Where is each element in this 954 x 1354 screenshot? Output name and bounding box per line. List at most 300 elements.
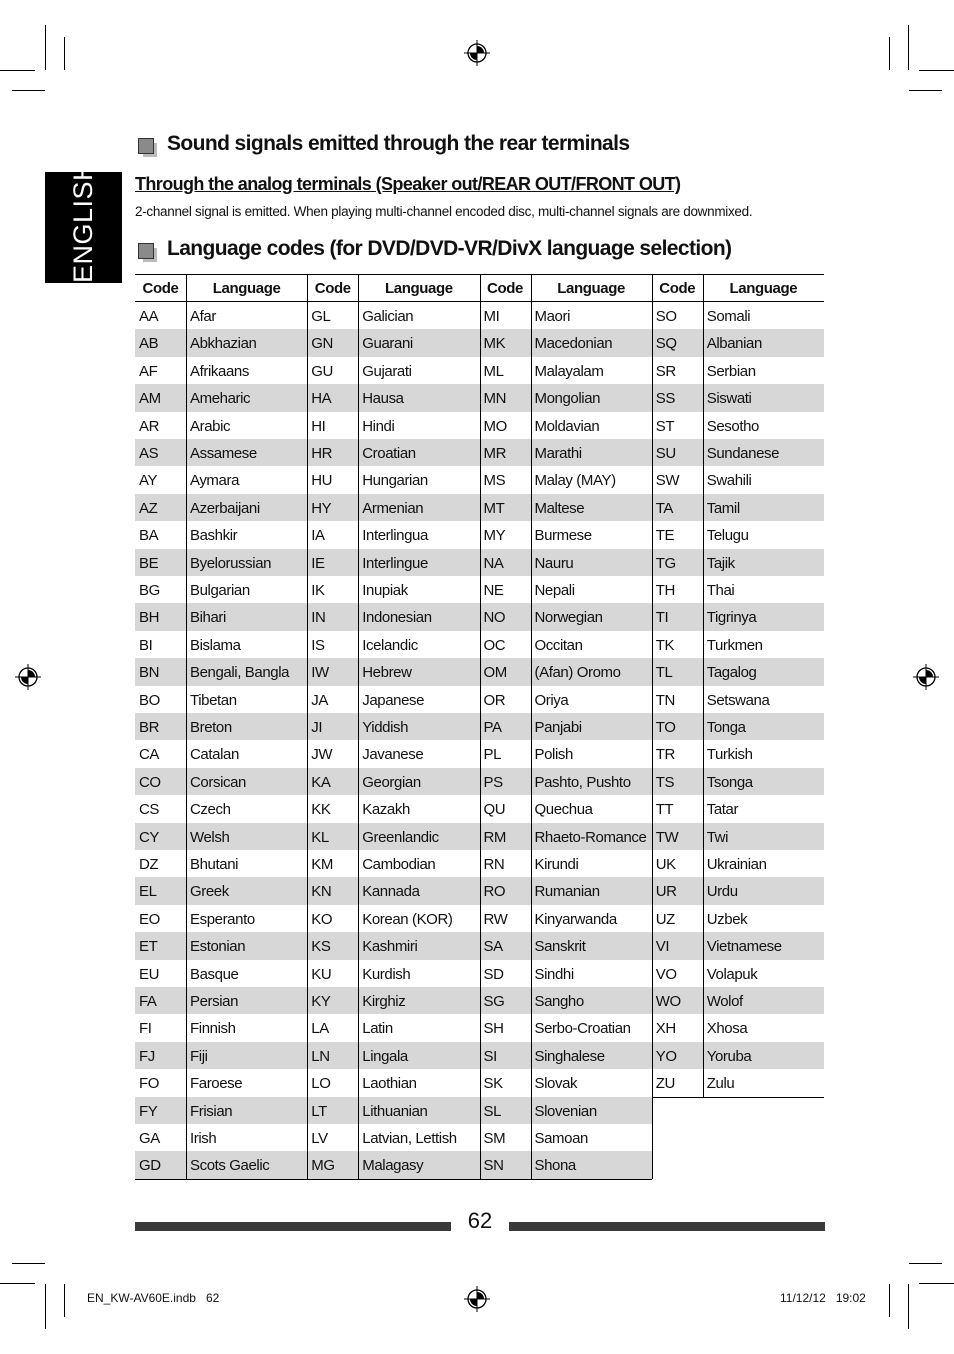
- table-row: [480, 329, 652, 356]
- language-name-cell: Estonian: [190, 938, 246, 956]
- column-divider: [703, 274, 704, 1097]
- language-name-cell: Macedonian: [534, 335, 613, 353]
- table-row: [652, 877, 824, 904]
- group-divider: [307, 274, 308, 1179]
- language-code-cell: NE: [483, 582, 504, 599]
- table-row: [480, 1151, 652, 1178]
- language-code-cell: OM: [483, 664, 507, 682]
- language-name-cell: Lingala: [362, 1047, 408, 1065]
- language-name-cell: Tonga: [706, 719, 746, 736]
- language-name-cell: Czech: [190, 801, 231, 819]
- language-code-cell: CS: [139, 801, 160, 819]
- language-code-cell: UR: [655, 883, 677, 901]
- language-name-cell: Oriya: [534, 691, 569, 709]
- table-row: [652, 494, 824, 521]
- language-name-cell: Persian: [190, 993, 239, 1010]
- language-code-cell: EO: [139, 910, 160, 928]
- table-row: [480, 768, 652, 795]
- language-name-cell: Japanese: [362, 691, 425, 709]
- language-code-cell: TL: [655, 664, 673, 682]
- table-row: [480, 439, 652, 466]
- table-row: [135, 823, 307, 850]
- language-name-cell: Kannada: [362, 883, 420, 901]
- language-code-cell: SO: [655, 308, 677, 325]
- language-code-cell: AR: [139, 417, 160, 435]
- language-code-cell: TK: [655, 636, 675, 654]
- language-name-cell: Greenlandic: [362, 828, 439, 846]
- crop-mark: [889, 37, 890, 70]
- table-row: [480, 631, 652, 658]
- language-name-cell: Afar: [190, 308, 216, 325]
- page-number: 62: [467, 1208, 493, 1233]
- language-name-cell: Quechua: [534, 801, 593, 819]
- table-row: [135, 329, 307, 356]
- language-code-cell: SU: [655, 445, 676, 462]
- table-row: [307, 1124, 479, 1151]
- table-row: [307, 1151, 479, 1178]
- language-name-cell: Welsh: [190, 828, 230, 846]
- language-code-cell: IN: [311, 609, 326, 627]
- section-bullet-icon: [138, 243, 154, 259]
- language-name-cell: Sanskrit: [534, 938, 586, 956]
- language-code-cell: HA: [311, 390, 332, 408]
- section-bullet-icon: [138, 138, 154, 154]
- language-name-cell: Ameharic: [190, 390, 251, 408]
- language-name-cell: Xhosa: [706, 1020, 748, 1038]
- table-row: [652, 795, 824, 822]
- language-code-cell: OC: [483, 636, 506, 654]
- language-code-cell: NO: [483, 609, 506, 627]
- language-name-cell: Tibetan: [190, 691, 237, 709]
- language-code-cell: PL: [483, 746, 502, 764]
- language-code-cell: CY: [139, 828, 160, 846]
- table-row: [135, 768, 307, 795]
- language-code-cell: YO: [655, 1047, 677, 1065]
- language-code-cell: SD: [483, 965, 504, 983]
- header-language: Language: [212, 280, 281, 297]
- table-row: [135, 850, 307, 877]
- crop-mark: [64, 37, 65, 70]
- language-name-cell: Burmese: [534, 527, 592, 545]
- language-code-cell: TA: [655, 499, 674, 517]
- table-row: [307, 494, 479, 521]
- table-row: [652, 658, 824, 685]
- language-code-cell: FO: [139, 1075, 160, 1093]
- crop-mark: [0, 70, 35, 71]
- table-bottom-rule: [652, 1097, 824, 1098]
- language-code-cell: EL: [139, 883, 157, 901]
- table-row: [135, 1014, 307, 1041]
- language-name-cell: Maltese: [534, 499, 585, 517]
- language-code-cell: PS: [483, 773, 503, 791]
- language-code-cell: IE: [311, 554, 325, 572]
- language-code-cell: SI: [483, 1047, 497, 1065]
- section-title-rear-terminals: Sound signals emitted through the rear terminals: [167, 132, 630, 155]
- language-name-cell: Telugu: [706, 527, 749, 545]
- table-row: [480, 576, 652, 603]
- language-name-cell: Nauru: [534, 554, 574, 572]
- table-row: [480, 713, 652, 740]
- table-row: [135, 1069, 307, 1096]
- table-row: [135, 302, 307, 329]
- table-row: [652, 1014, 824, 1041]
- table-row: [307, 823, 479, 850]
- language-code-cell: SK: [483, 1075, 503, 1093]
- language-name-cell: Hausa: [362, 390, 404, 408]
- language-name-cell: Setswana: [706, 691, 770, 709]
- language-code-cell: AF: [139, 362, 158, 380]
- language-name-cell: Rhaeto-Romance: [534, 828, 647, 846]
- language-code-cell: KK: [311, 801, 331, 819]
- table-row: [480, 302, 652, 329]
- registration-mark-icon: [15, 664, 41, 690]
- language-code-cell: SG: [483, 993, 505, 1010]
- language-code-cell: MS: [483, 472, 506, 490]
- table-row: [480, 521, 652, 548]
- language-code-cell: ML: [483, 362, 504, 380]
- language-code-cell: SH: [483, 1020, 504, 1038]
- language-name-cell: Croatian: [362, 445, 416, 462]
- table-row: [307, 713, 479, 740]
- language-name-cell: Somali: [706, 308, 751, 325]
- header-language: Language: [729, 280, 798, 297]
- language-name-cell: Fiji: [190, 1047, 208, 1065]
- language-name-cell: Frisian: [190, 1102, 233, 1120]
- language-code-cell: NA: [483, 554, 504, 572]
- language-name-cell: Galician: [362, 308, 414, 325]
- table-row: [135, 576, 307, 603]
- language-name-cell: Bulgarian: [190, 582, 250, 599]
- group-divider: [480, 274, 481, 1179]
- header-code: Code: [659, 280, 696, 297]
- table-bottom-rule: [135, 1179, 307, 1180]
- table-row: [480, 877, 652, 904]
- header-language: Language: [557, 280, 625, 297]
- language-code-cell: KU: [311, 965, 332, 983]
- crop-mark: [0, 1283, 35, 1284]
- crop-mark: [12, 1263, 45, 1264]
- column-divider: [531, 274, 532, 1179]
- table-row: [307, 795, 479, 822]
- table-row: [135, 686, 307, 713]
- language-code-cell: TO: [655, 719, 676, 736]
- language-code-cell: AY: [139, 472, 158, 490]
- language-name-cell: Finnish: [190, 1020, 236, 1038]
- language-code-table: [135, 274, 824, 1178]
- language-code-cell: UZ: [655, 910, 675, 928]
- header-code: Code: [314, 280, 351, 297]
- table-row: [135, 357, 307, 384]
- language-code-cell: TS: [655, 773, 675, 791]
- table-row: [480, 1097, 652, 1124]
- language-code-cell: CO: [139, 773, 161, 791]
- language-code-cell: DZ: [139, 856, 159, 873]
- table-row: [307, 905, 479, 932]
- language-name-cell: Bhutani: [190, 856, 239, 873]
- language-name-cell: Esperanto: [190, 910, 255, 928]
- language-name-cell: Tajik: [706, 554, 735, 572]
- language-code-cell: AB: [139, 335, 159, 353]
- language-name-cell: Armenian: [362, 499, 424, 517]
- language-code-cell: IK: [311, 582, 325, 599]
- table-row: [480, 1042, 652, 1069]
- language-name-cell: Occitan: [534, 636, 583, 654]
- crop-mark: [909, 1263, 942, 1264]
- language-name-cell: Tamil: [706, 499, 740, 517]
- language-code-cell: SS: [655, 390, 675, 408]
- language-code-cell: SL: [483, 1102, 502, 1120]
- language-name-cell: Maori: [534, 308, 571, 325]
- table-row: [307, 987, 479, 1014]
- language-code-cell: GU: [311, 362, 333, 380]
- table-row: [307, 877, 479, 904]
- language-name-cell: Sangho: [534, 993, 584, 1010]
- language-code-cell: TE: [655, 527, 675, 545]
- table-row: [652, 686, 824, 713]
- language-code-cell: KN: [311, 883, 332, 901]
- language-code-cell: SW: [655, 472, 680, 490]
- language-name-cell: Kurdish: [362, 965, 411, 983]
- language-code-cell: AZ: [139, 499, 158, 517]
- language-code-cell: VO: [655, 965, 677, 983]
- language-code-cell: CA: [139, 746, 160, 764]
- crop-mark: [12, 90, 45, 91]
- language-code-cell: TI: [655, 609, 669, 627]
- language-code-cell: TR: [655, 746, 675, 764]
- language-name-cell: Marathi: [534, 445, 582, 462]
- language-name-cell: Hindi: [362, 417, 395, 435]
- table-row: [480, 1069, 652, 1096]
- table-row: [652, 302, 824, 329]
- language-code-cell: TG: [655, 554, 676, 572]
- language-code-cell: PA: [483, 719, 502, 736]
- language-code-cell: KA: [311, 773, 331, 791]
- language-name-cell: Aymara: [190, 472, 240, 490]
- language-name-cell: Abkhazian: [190, 335, 257, 353]
- table-row: [480, 494, 652, 521]
- language-code-cell: LA: [311, 1020, 329, 1038]
- language-code-cell: EU: [139, 965, 160, 983]
- crop-mark: [64, 1284, 65, 1317]
- crop-mark: [889, 1284, 890, 1317]
- language-code-cell: HY: [311, 499, 332, 517]
- language-name-cell: Breton: [190, 719, 232, 736]
- language-name-cell: Lithuanian: [362, 1102, 428, 1120]
- language-code-cell: RN: [483, 856, 505, 873]
- table-row: [652, 466, 824, 493]
- language-name-cell: Turkmen: [706, 636, 763, 654]
- table-row: [652, 439, 824, 466]
- language-name-cell: Korean (KOR): [362, 910, 453, 928]
- language-code-cell: JI: [311, 719, 323, 736]
- registration-mark-icon: [464, 1286, 490, 1312]
- language-name-cell: Bihari: [190, 609, 226, 627]
- language-name-cell: Thai: [706, 582, 735, 599]
- table-row: [307, 302, 479, 329]
- table-row: [307, 1097, 479, 1124]
- language-code-cell: GL: [311, 308, 331, 325]
- language-code-cell: BR: [139, 719, 160, 736]
- column-divider: [186, 274, 187, 1179]
- header-code: Code: [142, 280, 179, 297]
- table-row: [480, 603, 652, 630]
- language-side-tab-label: ENGLISH: [68, 160, 98, 283]
- language-name-cell: Sundanese: [706, 445, 780, 462]
- language-name-cell: Shona: [534, 1157, 576, 1175]
- language-name-cell: Gujarati: [362, 362, 412, 380]
- language-code-cell: FI: [139, 1020, 152, 1038]
- language-name-cell: Hebrew: [362, 664, 412, 682]
- table-row: [135, 658, 307, 685]
- language-code-cell: BO: [139, 691, 160, 709]
- table-row: [480, 412, 652, 439]
- language-code-cell: ET: [139, 938, 158, 956]
- table-row: [135, 549, 307, 576]
- language-name-cell: Javanese: [362, 746, 424, 764]
- table-row: [480, 850, 652, 877]
- table-row: [307, 521, 479, 548]
- language-code-cell: GD: [139, 1157, 161, 1175]
- table-row: [480, 932, 652, 959]
- table-row: [135, 1151, 307, 1178]
- language-name-cell: Interlingue: [362, 554, 428, 572]
- table-row: [652, 549, 824, 576]
- subsection-text: 2-channel signal is emitted. When playing multi-channel encoded disc, multi-channel signals are downmixed.: [135, 204, 753, 219]
- table-row: [652, 1069, 824, 1096]
- crop-mark: [45, 25, 46, 70]
- language-code-cell: ZU: [655, 1075, 675, 1093]
- language-name-cell: Latin: [362, 1020, 393, 1038]
- language-code-cell: SR: [655, 362, 676, 380]
- group-divider: [652, 274, 653, 1179]
- table-row: [480, 686, 652, 713]
- table-row: [307, 603, 479, 630]
- language-side-tab: [45, 160, 122, 283]
- language-code-cell: HR: [311, 445, 333, 462]
- table-row: [135, 1124, 307, 1151]
- table-row: [307, 850, 479, 877]
- language-code-cell: KO: [311, 910, 333, 928]
- registration-mark-icon: [464, 40, 490, 66]
- language-name-cell: Samoan: [534, 1130, 588, 1147]
- language-name-cell: Nepali: [534, 582, 575, 599]
- language-code-cell: MI: [483, 308, 500, 325]
- language-name-cell: Sesotho: [706, 417, 759, 435]
- table-row: [307, 466, 479, 493]
- language-code-cell: MK: [483, 335, 506, 353]
- language-code-cell: BA: [139, 527, 159, 545]
- language-name-cell: Malagasy: [362, 1157, 424, 1175]
- language-code-cell: LT: [311, 1102, 327, 1120]
- table-row: [480, 987, 652, 1014]
- language-code-cell: ST: [655, 417, 675, 435]
- table-row: [652, 823, 824, 850]
- language-name-cell: Pashto, Pushto: [534, 773, 631, 791]
- language-code-cell: HU: [311, 472, 333, 490]
- language-code-cell: IS: [311, 636, 325, 654]
- table-row: [652, 1042, 824, 1069]
- language-code-cell: GA: [139, 1130, 160, 1147]
- header-code: Code: [487, 280, 523, 297]
- table-row: [307, 658, 479, 685]
- language-code-cell: BH: [139, 609, 160, 627]
- table-row: [480, 795, 652, 822]
- language-code-cell: MY: [483, 527, 506, 545]
- language-name-cell: Tagalog: [706, 664, 757, 682]
- language-name-cell: Inupiak: [362, 582, 408, 599]
- table-row: [307, 740, 479, 767]
- table-row: [652, 521, 824, 548]
- language-name-cell: Georgian: [362, 773, 421, 791]
- table-row: [480, 960, 652, 987]
- language-code-cell: AM: [139, 390, 161, 408]
- table-row: [307, 686, 479, 713]
- language-code-cell: AS: [139, 445, 159, 462]
- language-code-cell: FY: [139, 1102, 158, 1120]
- table-row: [480, 357, 652, 384]
- table-row: [652, 329, 824, 356]
- table-row: [652, 631, 824, 658]
- table-row: [135, 521, 307, 548]
- table-row: [135, 1097, 307, 1124]
- registration-mark-icon: [913, 664, 939, 690]
- language-name-cell: Kazakh: [362, 801, 410, 819]
- language-name-cell: Wolof: [706, 993, 743, 1010]
- language-code-cell: FJ: [139, 1047, 155, 1065]
- language-name-cell: Cambodian: [362, 856, 436, 873]
- language-code-cell: TN: [655, 691, 675, 709]
- table-row: [652, 603, 824, 630]
- language-code-cell: IW: [311, 664, 329, 682]
- table-row: [652, 932, 824, 959]
- language-name-cell: (Afan) Oromo: [534, 664, 621, 682]
- language-name-cell: Icelandic: [362, 636, 418, 654]
- language-name-cell: Interlingua: [362, 527, 428, 545]
- language-code-cell: SM: [483, 1130, 506, 1147]
- language-code-cell: OR: [483, 691, 506, 709]
- table-row: [652, 905, 824, 932]
- language-code-cell: UK: [655, 856, 676, 873]
- table-row: [480, 823, 652, 850]
- table-row: [480, 905, 652, 932]
- language-name-cell: Siswati: [706, 390, 752, 408]
- table-row: [135, 877, 307, 904]
- language-code-cell: BN: [139, 664, 160, 682]
- language-name-cell: Guarani: [362, 335, 413, 353]
- language-code-cell: AA: [139, 308, 159, 325]
- crop-mark: [908, 1284, 909, 1329]
- language-name-cell: Catalan: [190, 746, 239, 764]
- crop-mark: [919, 1283, 954, 1284]
- language-code-cell: MG: [311, 1157, 335, 1175]
- language-code-cell: RW: [483, 910, 508, 928]
- language-name-cell: Basque: [190, 965, 239, 983]
- language-name-cell: Bengali, Bangla: [190, 664, 290, 682]
- language-name-cell: Laothian: [362, 1075, 417, 1093]
- language-code-cell: BG: [139, 582, 160, 599]
- language-name-cell: Slovak: [534, 1075, 578, 1093]
- footer-bar-left: [135, 1222, 451, 1231]
- language-code-cell: VI: [655, 938, 670, 956]
- table-row: [307, 576, 479, 603]
- language-name-cell: Greek: [190, 883, 229, 901]
- language-name-cell: Swahili: [706, 472, 752, 490]
- language-name-cell: Twi: [706, 828, 729, 846]
- table-row: [135, 960, 307, 987]
- language-name-cell: Kinyarwanda: [534, 910, 617, 928]
- language-code-cell: LN: [311, 1047, 330, 1065]
- table-row: [480, 384, 652, 411]
